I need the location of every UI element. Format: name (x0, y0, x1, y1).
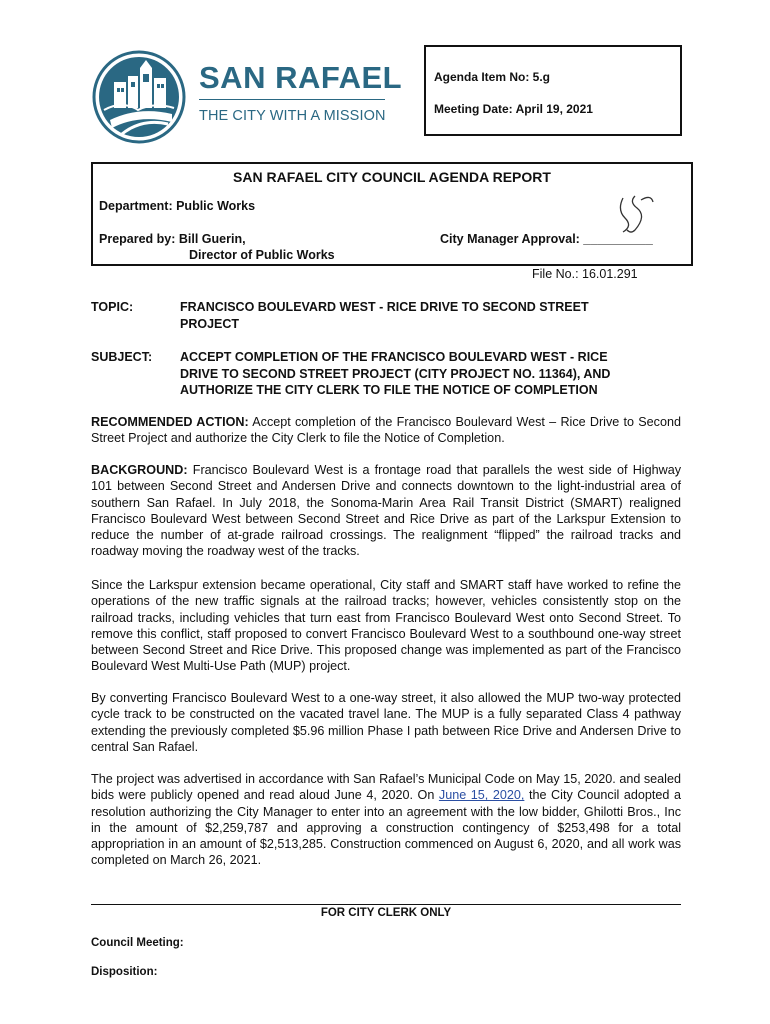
logo-tagline: THE CITY WITH A MISSION (199, 108, 386, 124)
topic-text (180, 299, 680, 332)
council-meeting-label: Council Meeting: (91, 937, 184, 949)
body-paragraph-3: By converting Francisco Boulevard West to a one-way street, it also allowed the MUP two-way protected cycle track to be constructed on the vacated travel lane. The MUP is a fully separated Class 4 pathway extending the previously completed $5.96 million Phase I path between Rice Drive and Andersen Drive to central San Rafael. (91, 691, 681, 754)
preparer-title: Director of Public Works (189, 248, 335, 262)
manager-signature-initials (613, 192, 663, 238)
topic-line-1: FRANCISCO BOULEVARD WEST - RICE DRIVE TO SECOND STREET (180, 300, 589, 314)
meeting-date: Meeting Date: April 19, 2021 (434, 102, 593, 116)
background-text: Francisco Boulevard West is a frontage road that parallels the west side of Highway 101 between Second Street and Andersen Drive and connects downtown to the light-industrial area of southern San Rafael. In July 2018, the Sonoma-Marin Area Rail Transit District (SMART) realigned Francisco Boulevard West between Second Street and Rice Drive as part of the Larkspur Extension to reduce the number of at-grade railroad crossings. The realignment “flipped” the railroad tracks and roadway moving the roadway west of the tracks. (91, 463, 681, 559)
june-15-2020-link[interactable]: June 15, 2020, (438, 788, 525, 803)
paragraph-4-text-before: The project was advertised in accordance with San Rafael’s Municipal Code on May 15, 2020. and sealed bids were publicly opened and read aloud June 4, 2020. On (91, 772, 681, 803)
department-line: Department: Public Works (99, 199, 256, 213)
logo-city-name: SAN RAFAEL (199, 60, 403, 95)
agenda-info-box (424, 45, 682, 136)
recommended-action-paragraph (91, 414, 681, 447)
city-manager-approval: City Manager Approval: __________ (440, 232, 653, 246)
subject-line-1: ACCEPT COMPLETION OF THE FRANCISCO BOULEVARD WEST - RICE (180, 350, 608, 364)
agenda-item-number: Agenda Item No: 5.g (434, 70, 551, 84)
recommended-action-text: Accept completion of the Francisco Boulevard West – Rice Drive to Second Street Project and authorize the City Clerk to file the Notice of Completion. (91, 415, 681, 446)
logo-divider (199, 99, 385, 100)
subject-label: SUBJECT: (91, 350, 153, 364)
background-label: BACKGROUND: (91, 463, 188, 477)
city-clerk-only-heading: FOR CITY CLERK ONLY (320, 907, 452, 919)
paragraph-4-text-after: the City Council adopted a resolution authorizing the City Manager to enter into an agreement with the low bidder, Ghilotti Bros., Inc in the amount of $2,259,787 and approving a construction contingency of $253,498 for a total appropriation in an amount of $2,513,285. Construction commenced on August 6, 2020, and all work was completed on March 26, 2021. (91, 788, 681, 868)
subject-line-2: DRIVE TO SECOND STREET PROJECT (CITY PROJECT NO. 11364), AND (180, 366, 611, 381)
report-title: SAN RAFAEL CITY COUNCIL AGENDA REPORT (233, 169, 551, 185)
disposition-label: Disposition: (91, 966, 158, 978)
subject-line-3: AUTHORIZE THE CITY CLERK TO FILE THE NOTICE OF COMPLETION (180, 383, 598, 397)
topic-label: TOPIC: (91, 300, 134, 314)
body-paragraph-2: Since the Larkspur extension became operational, City staff and SMART staff have worked to refine the operations of the new traffic signals at the railroad tracks; however, vehicles consistently stop on the railroad tracks, including vehicles that turn east from Francisco Boulevard West onto Second Street. To remove this conflict, staff proposed to convert Francisco Boulevard West to a southbound one-way street between Second Street and Rice Drive. This proposed change was implemented as part of the Francisco Boulevard West Multi-Use Path (MUP) project. (91, 578, 681, 674)
city-seal-logo (92, 48, 186, 146)
footer-divider (91, 904, 681, 905)
report-header-box (91, 162, 693, 266)
background-paragraph (91, 462, 681, 560)
prepared-by-line: Prepared by: Bill Guerin, (99, 232, 246, 246)
topic-line-2: PROJECT (180, 316, 240, 331)
file-number: File No.: 16.01.291 (532, 267, 638, 281)
recommended-action-label: RECOMMENDED ACTION: (91, 415, 249, 429)
body-paragraph-4 (91, 771, 681, 869)
subject-text (180, 349, 680, 399)
